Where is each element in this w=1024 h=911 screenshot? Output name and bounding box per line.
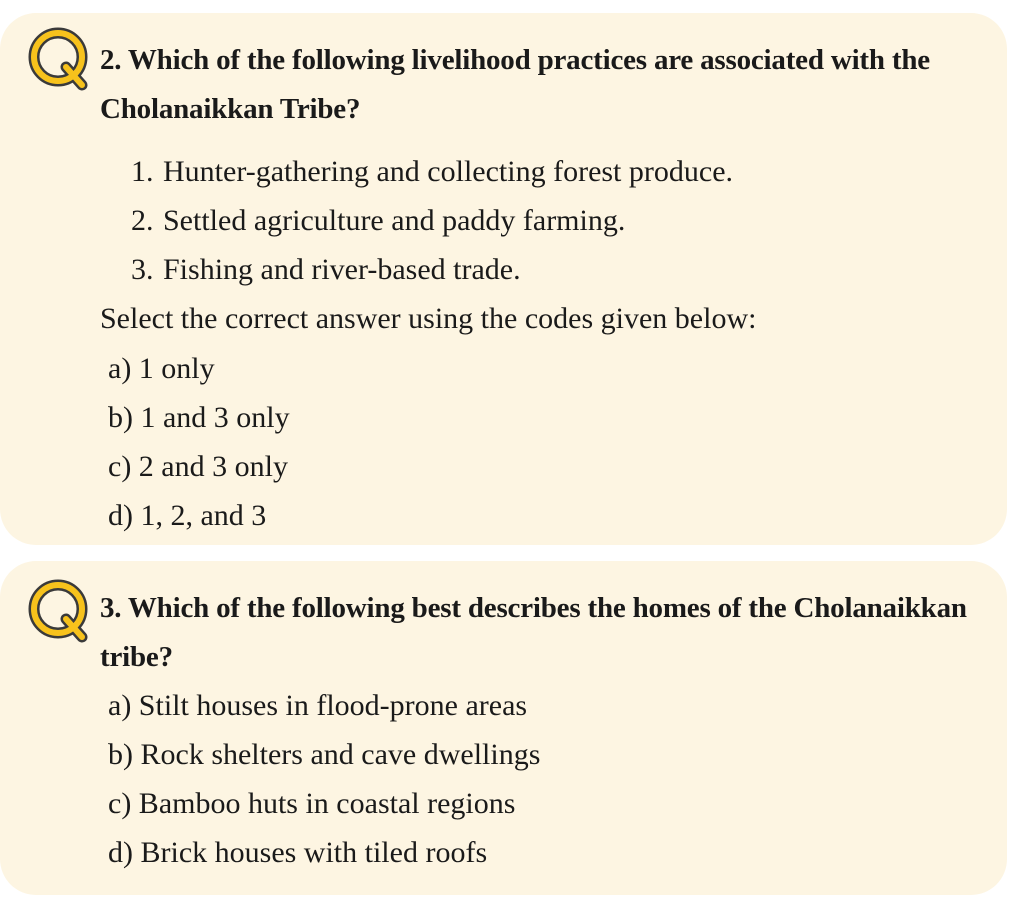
question-text: 2. Which of the following livelihood practices are associated with the Cholanaikkan Tribe? xyxy=(100,44,930,125)
statement-number: 3. xyxy=(131,253,154,286)
option-a[interactable]: a) Stilt houses in flood-prone areas xyxy=(108,689,528,722)
question-card-3 xyxy=(0,561,1007,895)
option-c[interactable]: c) 2 and 3 only xyxy=(108,450,288,483)
statement-text: Hunter-gathering and collecting forest produce. xyxy=(163,155,734,188)
option-b[interactable]: b) Rock shelters and cave dwellings xyxy=(108,738,541,771)
question-card-2 xyxy=(0,13,1007,545)
option-a[interactable]: a) 1 only xyxy=(108,352,215,385)
statement-number: 1. xyxy=(131,155,154,188)
statement-text: Settled agriculture and paddy farming. xyxy=(163,204,626,237)
instruction-text: Select the correct answer using the codes given below: xyxy=(100,302,757,335)
q-badge-icon xyxy=(28,579,92,643)
statement-number: 2. xyxy=(131,204,154,237)
option-d[interactable]: d) 1, 2, and 3 xyxy=(108,499,267,532)
statement-text: Fishing and river-based trade. xyxy=(163,253,521,286)
statement-2 xyxy=(131,203,625,239)
option-c[interactable]: c) Bamboo huts in coastal regions xyxy=(108,787,516,820)
statement-1 xyxy=(131,154,733,190)
option-d[interactable]: d) Brick houses with tiled roofs xyxy=(108,836,488,869)
option-b[interactable]: b) 1 and 3 only xyxy=(108,401,290,434)
statement-3 xyxy=(131,252,521,288)
q-badge-icon xyxy=(28,27,92,91)
question-text: 3. Which of the following best describes the homes of the Cholanaikkan tribe? xyxy=(100,592,967,673)
